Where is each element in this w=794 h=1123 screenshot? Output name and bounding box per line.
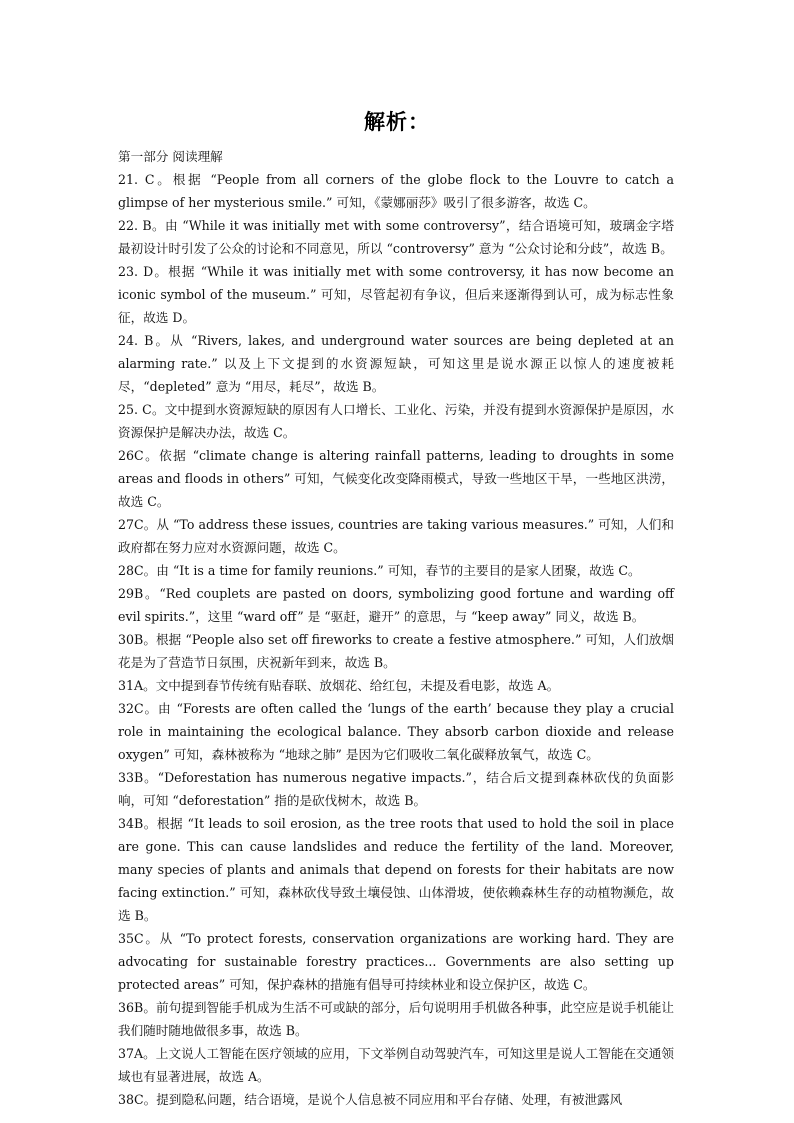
answer-item-22: 22. B。由 “While it was initially met with some controversy”，结合语境可知，玻璃金字塔最初设计时引发了公众的讨论和不同意见，所以 “controversy” 意为 “公众讨论和分歧”，故选 B。 <box>118 218 674 256</box>
answer-item-23: 23. D。根据 “While it was initially met with some controversy, it has now become an iconic symbol of the museum.” 可知，尽管起初有争议，但后来逐渐得到认可，成为标志性象征，故选 D。 <box>118 264 674 325</box>
answer-item-25: 25. C。文中提到水资源短缺的原因有人口增长、工业化、污染，并没有提到水资源保护是原因，水资源保护是解决办法，故选 C。 <box>118 402 674 440</box>
answer-item-30: 30B。根据 “People also set off fireworks to create a festive atmosphere.” 可知，人们放烟花是为了营造节日氛围，庆祝新年到来，故选 B。 <box>118 632 674 670</box>
answer-analysis-body <box>118 145 674 1111</box>
answer-item-28: 28C。由 “It is a time for family reunions.” 可知，春节的主要目的是家人团聚，故选 C。 <box>118 563 641 578</box>
answer-item-35: 35C。从 “To protect forests, conservation organizations are working hard. They are advocating for sustainable forestry practices... Governments are also setting up protected areas” 可知，保护森林的措施有倡导可持续林业和设立保护区，故选 C。 <box>118 931 674 992</box>
answer-item-34: 34B。根据 “It leads to soil erosion, as the tree roots that used to hold the soil in place are gone. This can cause landslides and reduce the fertility of the land. Moreover, many species of plants and animals that depend on forests for their habitats are now facing extinction.” 可知，森林砍伐导致土壤侵蚀、山体滑坡，使依赖森林生存的动植物濒危，故选 B。 <box>118 816 674 923</box>
section-heading: 第一部分 阅读理解 <box>118 149 223 164</box>
answer-item-33: 33B。“Deforestation has numerous negative impacts.”，结合后文提到森林砍伐的负面影响，可知 “deforestation” 指的是砍伐树木，故选 B。 <box>118 770 674 808</box>
answer-item-21: 21. C。根据 “People from all corners of the globe flock to the Louvre to catch a glimpse of her mysterious smile.” 可知，《蒙娜丽莎》吸引了很多游客，故选 C。 <box>118 172 674 210</box>
answer-item-31: 31A。文中提到春节传统有贴春联、放烟花、给红包，未提及看电影，故选 A。 <box>118 678 560 693</box>
answer-item-38: 38C。提到隐私问题，结合语境，是说个人信息被不同应用和平台存储、处理，有被泄露风 <box>118 1092 623 1107</box>
answer-item-37: 37A。上文说人工智能在医疗领域的应用，下文举例自动驾驶汽车，可知这里是说人工智能在交通领域也有显著进展，故选 A。 <box>118 1046 674 1084</box>
answer-item-27: 27C。从 “To address these issues, countries are taking various measures.” 可知，人们和政府都在努力应对水资源问题，故选 C。 <box>118 517 674 555</box>
answer-item-32: 32C。由 “Forests are often called the ‘lungs of the earth’ because they play a crucial role in maintaining the ecological balance. They absorb carbon dioxide and release oxygen” 可知，森林被称为 “地球之肺” 是因为它们吸收二氧化碳释放氧气，故选 C。 <box>118 701 674 762</box>
answer-item-29: 29B。“Red couplets are pasted on doors, symbolizing good fortune and warding off evil spirits.”，这里 “ward off” 是 “驱赶，避开” 的意思，与 “keep away” 同义，故选 B。 <box>118 586 674 624</box>
answer-item-36: 36B。前句提到智能手机成为生活不可或缺的部分，后句说明用手机做各种事，此空应是说手机能让我们随时随地做很多事，故选 B。 <box>118 1000 674 1038</box>
page-title: 解析： <box>364 110 430 134</box>
answer-item-26: 26C。依据 “climate change is altering rainfall patterns, leading to droughts in some areas and floods in others” 可知，气候变化改变降雨模式，导致一些地区干旱，一些地区洪涝，故选 C。 <box>118 448 674 509</box>
answer-item-24: 24. B。从 “Rivers, lakes, and underground water sources are being depleted at an alarming rate.” 以及上下文提到的水资源短缺，可知这里是说水源正以惊人的速度被耗尽，“depleted” 意为 “用尽，耗尽”，故选 B。 <box>118 333 674 394</box>
